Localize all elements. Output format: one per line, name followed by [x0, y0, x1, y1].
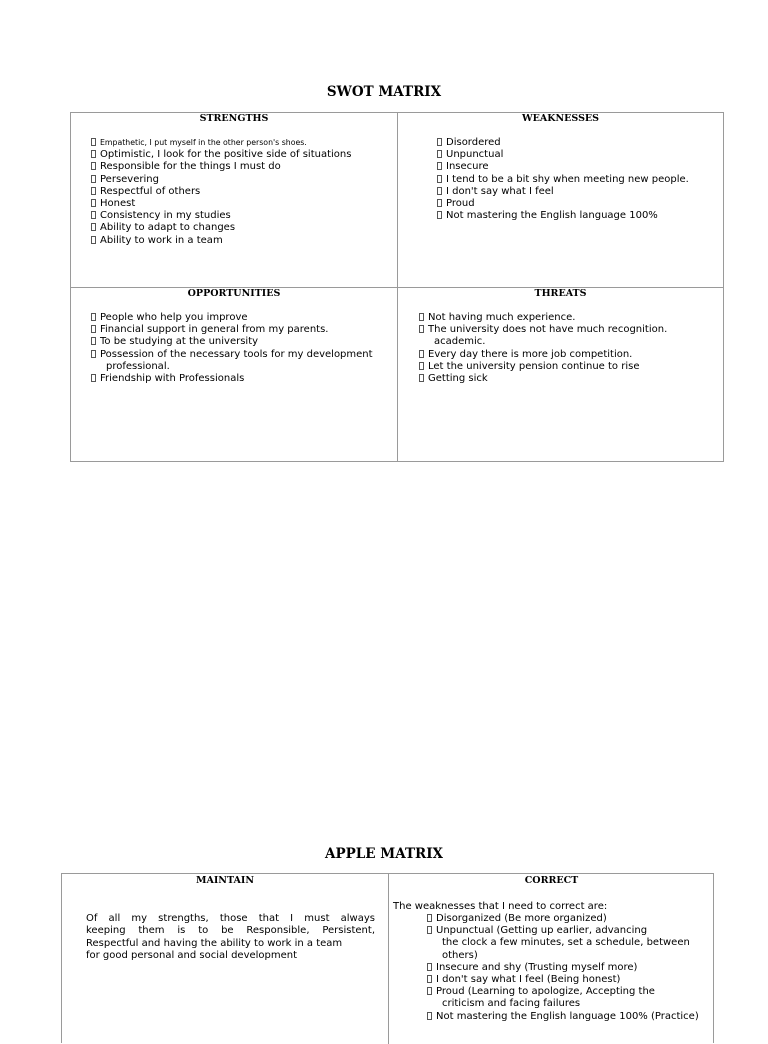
list-item: Insecure [437, 161, 689, 173]
checkbox-icon [91, 199, 96, 207]
opportunities-cell [71, 288, 397, 461]
list-item: Proud (Learning to apologize, Accepting the [427, 986, 699, 998]
strengths-heading: STRENGTHS [199, 113, 269, 124]
list-item: Unpunctual (Getting up earlier, advancing [427, 925, 699, 937]
threats-list [419, 312, 667, 385]
list-item: Ability to work in a team [91, 235, 351, 247]
list-item-continuation: professional. [106, 360, 170, 372]
list-item: The university does not have much recognition. [419, 324, 667, 336]
checkbox-icon [437, 138, 442, 146]
checkbox-icon [91, 175, 96, 183]
list-item: Unpunctual [437, 149, 689, 161]
list-item: I don't say what I feel [437, 186, 689, 198]
threats-cell [398, 288, 723, 461]
weaknesses-list [437, 137, 689, 222]
paragraph-line: Of all my strengths, those that I must always [86, 913, 375, 924]
checkbox-icon [91, 187, 96, 195]
list-item: People who help you improve [91, 312, 373, 324]
correct-intro: The weaknesses that I need to correct are: [393, 901, 608, 912]
checkbox-icon [437, 211, 442, 219]
list-item: Getting sick [419, 373, 667, 385]
list-item: Disordered [437, 137, 689, 149]
checkbox-icon [91, 162, 96, 170]
list-item: To be studying at the university [91, 336, 373, 348]
list-item: Responsible for the things I must do [91, 161, 351, 173]
checkbox-icon [419, 325, 424, 333]
maintain-heading: MAINTAIN [195, 875, 255, 886]
list-item-continuation: the clock a few minutes, set a schedule, between [442, 937, 690, 949]
list-item-continuation: academic. [434, 336, 486, 348]
checkbox-icon [437, 187, 442, 195]
checkbox-icon [91, 374, 96, 382]
list-item: Honest [91, 198, 351, 210]
list-item: Persevering [91, 174, 351, 186]
list-item: Respectful of others [91, 186, 351, 198]
weaknesses-cell [398, 113, 723, 287]
list-item: Let the university pension continue to rise [419, 361, 667, 373]
list-item: Not mastering the English language 100% (Practice) [427, 1011, 699, 1023]
checkbox-icon [419, 313, 424, 321]
checkbox-icon [427, 914, 432, 922]
list-item: I don't say what I feel (Being honest) [427, 974, 699, 986]
checkbox-icon [427, 975, 432, 983]
checkbox-icon [437, 199, 442, 207]
correct-heading: CORRECT [524, 875, 579, 886]
checkbox-icon [437, 150, 442, 158]
checkbox-icon [427, 926, 432, 934]
swot-matrix [70, 112, 724, 462]
list-item: Financial support in general from my parents. [91, 324, 373, 336]
list-item: Consistency in my studies [91, 210, 351, 222]
list-item: Not having much experience. [419, 312, 667, 324]
checkbox-icon [427, 1012, 432, 1020]
list-item: Ability to adapt to changes [91, 222, 351, 234]
opportunities-list [91, 312, 373, 385]
checkbox-icon [419, 374, 424, 382]
list-item: I tend to be a bit shy when meeting new people. [437, 174, 689, 186]
list-item: Not mastering the English language 100% [437, 210, 689, 222]
maintain-cell [62, 874, 388, 1044]
checkbox-icon [91, 236, 96, 244]
correct-list [427, 913, 699, 1023]
list-item: Insecure and shy (Trusting myself more) [427, 962, 699, 974]
list-item: Friendship with Professionals [91, 373, 373, 385]
list-item: Optimistic, I look for the positive side of situations [91, 149, 351, 161]
paragraph-line: for good personal and social development [86, 950, 298, 962]
checkbox-icon [419, 350, 424, 358]
checkbox-icon [419, 362, 424, 370]
list-item: Empathetic, I put myself in the other person's shoes. [91, 137, 351, 149]
paragraph-line: Respectful and having the ability to work in a team [86, 937, 343, 949]
checkbox-icon [437, 162, 442, 170]
threats-heading: THREATS [534, 288, 587, 299]
list-item-continuation: criticism and facing failures [442, 998, 581, 1010]
list-item: Every day there is more job competition. [419, 349, 667, 361]
swot-title: SWOT MATRIX [326, 84, 442, 100]
strengths-cell [71, 113, 397, 287]
maintain-paragraph [86, 913, 375, 963]
weaknesses-heading: WEAKNESSES [521, 113, 600, 124]
checkbox-icon [91, 150, 96, 158]
apple-matrix [61, 873, 714, 1043]
list-item: Possession of the necessary tools for my development [91, 349, 373, 361]
paragraph-line: keeping them is to be Responsible, Persistent, [86, 925, 375, 937]
list-item-continuation: others) [442, 949, 478, 961]
checkbox-icon [91, 313, 96, 321]
checkbox-icon [91, 325, 96, 333]
apple-title: APPLE MATRIX [325, 846, 443, 862]
checkbox-icon [91, 211, 96, 219]
checkbox-icon [427, 963, 432, 971]
strengths-list [91, 137, 351, 247]
checkbox-icon [91, 138, 96, 146]
list-item: Proud [437, 198, 689, 210]
list-item: Disorganized (Be more organized) [427, 913, 699, 925]
checkbox-icon [427, 987, 432, 995]
checkbox-icon [437, 175, 442, 183]
correct-cell [389, 874, 714, 1044]
checkbox-icon [91, 223, 96, 231]
checkbox-icon [91, 350, 96, 358]
opportunities-heading: OPPORTUNITIES [187, 288, 281, 299]
checkbox-icon [91, 337, 96, 345]
